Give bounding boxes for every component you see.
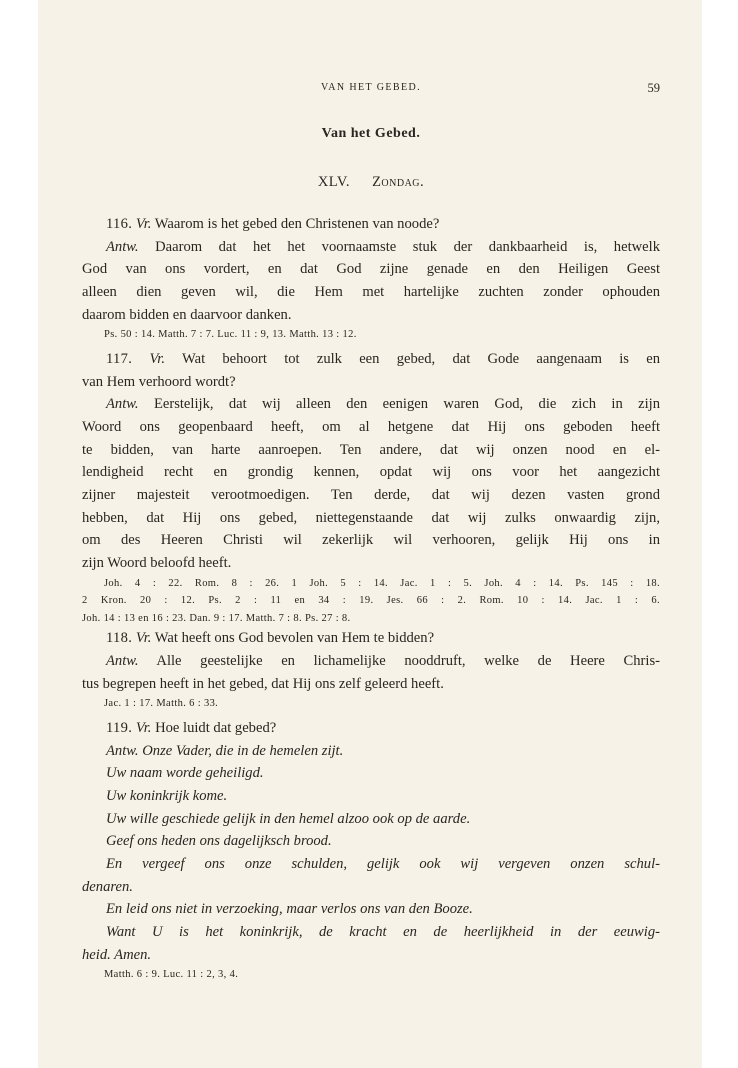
answer-line: alleen dien geven wil, die Hem met hartelijke zuchten zonder ophouden bbox=[82, 284, 660, 301]
sunday-label: Zondag. bbox=[372, 174, 425, 190]
question-number: 117. bbox=[106, 350, 133, 367]
scripture-references: Joh. 4 : 22. Rom. 8 : 26. 1 Joh. 5 : 14. Jac. 1 : 5. Joh. 4 : 14. Ps. 145 : 18. bbox=[104, 577, 660, 589]
prayer-text: Onze Vader, die in de hemelen zijt. bbox=[142, 742, 344, 759]
antw-label: Antw. bbox=[106, 396, 139, 413]
prayer-line: Geef ons heden ons dagelijksch brood. bbox=[106, 833, 332, 850]
running-head bbox=[82, 82, 660, 98]
prayer-line: Want U is het koninkrijk, de kracht en de heerlijkheid in der eeuwig- bbox=[106, 924, 660, 941]
vr-label: Vr. bbox=[135, 719, 152, 736]
answer-line bbox=[82, 393, 660, 416]
answer-line: God van ons vordert, en dat God zijne genade en den Heiligen Geest bbox=[82, 261, 660, 278]
antw-label: Antw. bbox=[106, 238, 139, 255]
sunday-numeral: XLV. bbox=[317, 174, 351, 190]
prayer-line bbox=[82, 740, 660, 763]
vr-label: Vr. bbox=[135, 216, 152, 232]
antw-label: Antw. bbox=[106, 653, 139, 669]
scripture-references: Matth. 6 : 9. Luc. 11 : 2, 3, 4. bbox=[104, 969, 239, 981]
question-number: 116. bbox=[106, 216, 133, 232]
answer-line: zijner majesteit verootmoedigen. Ten derde, dat wij dezen vasten grond bbox=[82, 487, 660, 504]
prayer-line: Uw naam worde geheiligd. bbox=[106, 765, 264, 782]
answer-text: Eerstelijk, dat wij alleen den eenigen waren God, die zich in zijn bbox=[153, 396, 660, 413]
question-text: Waarom is het gebed den Christenen van noode? bbox=[154, 216, 440, 232]
prayer-line: denaren. bbox=[82, 878, 133, 895]
prayer-line: heid. Amen. bbox=[82, 946, 152, 963]
prayer-line: En vergeef ons onze schulden, gelijk ook wij vergeven onzen schul- bbox=[106, 856, 660, 872]
antw-label: Antw. bbox=[106, 742, 139, 759]
answer-line: te bidden, van harte aanroepen. Ten andere, dat wij onzen nood en el- bbox=[82, 441, 660, 458]
question-text: Hoe luidt dat gebed? bbox=[155, 719, 277, 736]
answer-text: Daarom dat het het voornaamste stuk der dankbaarheid is, hetwelk bbox=[155, 238, 660, 255]
answer-line: tus begrepen heeft in het gebed, dat Hij ons zelf geleerd heeft. bbox=[82, 675, 444, 692]
question-text: Wat heeft ons God bevolen van Hem te bidden? bbox=[154, 630, 435, 647]
answer-line: om des Heeren Christi wil zekerlijk wil verhooren, gelijk Hij ons in bbox=[82, 532, 660, 549]
section-title: Van het Gebed. bbox=[321, 126, 421, 141]
question-117 bbox=[82, 348, 660, 371]
answer-line bbox=[82, 650, 660, 673]
sunday-heading bbox=[82, 174, 660, 191]
question-text: Wat behoort tot zulk een gebed, dat Gode aangenaam is en bbox=[181, 350, 660, 367]
answer-line: daarom bidden en daarvoor danken. bbox=[82, 306, 292, 323]
question-118 bbox=[82, 627, 660, 650]
answer-line: Woord ons geopenbaard heeft, om al hetgene dat Hij ons geboden heeft bbox=[82, 419, 660, 435]
answer-text: Alle geestelijke en lichamelijke nooddruft, welke de Heere Chris- bbox=[156, 653, 660, 669]
vr-label: Vr. bbox=[135, 630, 152, 647]
prayer-line: En leid ons niet in verzoeking, maar verlos ons van den Booze. bbox=[106, 901, 473, 918]
book-page bbox=[38, 0, 702, 1068]
answer-line: hebben, dat Hij ons gebed, niettegenstaande dat wij zulks onwaardig zijn, bbox=[82, 509, 660, 526]
question-119 bbox=[82, 717, 660, 740]
answer-line bbox=[82, 236, 660, 259]
prayer-line: Uw koninkrijk kome. bbox=[106, 787, 228, 804]
scripture-references: Jac. 1 : 17. Matth. 6 : 33. bbox=[104, 698, 219, 710]
vr-label: Vr. bbox=[149, 350, 165, 367]
scripture-references: Joh. 14 : 13 en 16 : 23. Dan. 9 : 17. Matth. 7 : 8. Ps. 27 : 8. bbox=[82, 612, 351, 624]
page-number: 59 bbox=[647, 81, 660, 95]
scripture-references: 2 Kron. 20 : 12. Ps. 2 : 11 en 34 : 19. Jes. 66 : 2. Rom. 10 : 14. Jac. 1 : 6. bbox=[82, 595, 660, 607]
question-text: van Hem verhoord wordt? bbox=[82, 373, 236, 390]
question-number: 118. bbox=[106, 630, 133, 647]
answer-line: lendigheid recht en grondig kennen, opdat wij ons voor het aangezicht bbox=[82, 464, 660, 481]
running-head-title: VAN HET GEBED. bbox=[320, 82, 422, 93]
question-116 bbox=[82, 213, 660, 236]
scripture-references: Ps. 50 : 14. Matth. 7 : 7. Luc. 11 : 9, 13. Matth. 13 : 12. bbox=[104, 329, 357, 341]
question-number: 119. bbox=[106, 719, 133, 736]
catechism-body bbox=[82, 213, 660, 984]
answer-line: zijn Woord beloofd heeft. bbox=[82, 555, 232, 572]
prayer-line: Uw wille geschiede gelijk in den hemel alzoo ook op de aarde. bbox=[106, 810, 471, 827]
